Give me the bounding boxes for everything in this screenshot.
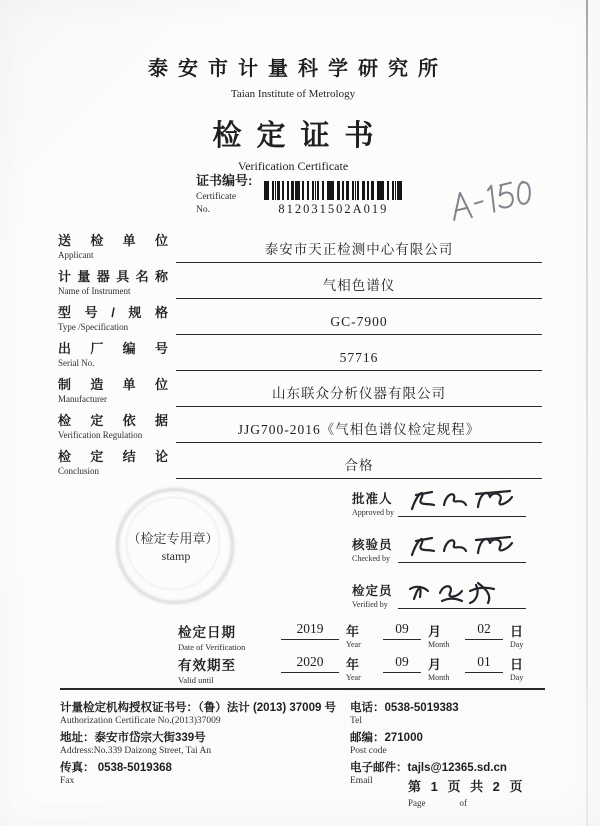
- date-block: [178, 621, 540, 687]
- barcode-image: [264, 181, 402, 200]
- field-label-cn: 检定结论: [58, 449, 168, 464]
- date-label-cn: 检定日期: [178, 625, 236, 640]
- footer-postcode: [350, 729, 550, 756]
- certificate-number-label: [196, 170, 252, 217]
- field-label-cn: 出厂编号: [58, 341, 168, 356]
- day-unit-en: Day: [510, 640, 524, 649]
- certificate-number-label-cn: 证书编号:: [196, 173, 253, 188]
- field-value: 气相色谱仪: [176, 265, 542, 299]
- barcode-column: [264, 181, 402, 217]
- document-title-en: Verification Certificate: [237, 159, 349, 173]
- field-value: JJG700-2016《气相色谱仪检定规程》: [176, 409, 542, 443]
- field-row-applicant: [58, 229, 542, 263]
- footer-fax-cn: 传真： 0538-5019368: [60, 762, 172, 774]
- institute-name-en: Taian Institute of Metrology: [230, 88, 356, 100]
- signature-label-cn: 检定员: [352, 584, 393, 598]
- field-value: 泰安市天正检测中心有限公司: [176, 229, 542, 263]
- field-label-cn: 送检单位: [58, 233, 168, 248]
- footer-left-column: [60, 699, 345, 789]
- year-unit-en: Year: [346, 640, 361, 649]
- signature-block: [352, 489, 532, 627]
- footer-tel-cn: 电话：0538-5019383: [350, 702, 459, 714]
- day-unit-en: Day: [510, 673, 524, 682]
- signature-label-en: Verified by: [352, 600, 388, 609]
- footer-postcode-en: Post code: [350, 746, 387, 756]
- signature-label-cn: 批准人: [352, 492, 393, 506]
- day-value: 02: [465, 621, 503, 640]
- month-value: 09: [383, 654, 421, 673]
- page-number: [408, 776, 526, 808]
- field-label-en: Manufacturer: [58, 394, 107, 404]
- footer-email-en: Email: [350, 776, 373, 786]
- signature-label-cn: 核验员: [352, 538, 393, 552]
- month-unit-cn: 月: [428, 657, 442, 672]
- field-label-cn: 制造单位: [58, 377, 168, 392]
- footer-tel: [350, 699, 550, 726]
- footer-authorization: [60, 699, 345, 726]
- field-value: GC-7900: [176, 301, 542, 335]
- year-value: 2019: [281, 621, 339, 640]
- field-label-en: Conclusion: [58, 466, 100, 476]
- field-label-en: Verification Regulation: [58, 430, 143, 440]
- footer-email-cn: 电子邮件：tajls@12365.sd.cn: [350, 762, 507, 774]
- footer-tel-en: Tel: [350, 716, 362, 726]
- verification-stamp: [116, 488, 236, 606]
- institute-name-cn: 泰安市计量科学研究所: [148, 58, 448, 80]
- footer-fax: [60, 759, 345, 786]
- field-table: [58, 229, 542, 481]
- field-row-type-spec: [58, 301, 542, 335]
- field-label-en: Name of Instrument: [58, 286, 131, 296]
- certificate-number-label-en1: Certificate: [196, 192, 237, 202]
- stamp-label-en: stamp: [161, 549, 191, 563]
- date-label-en: Valid until: [178, 675, 214, 685]
- field-label-en: Applicant: [58, 250, 94, 260]
- stamp-label-cn: （检定专用章）: [127, 531, 219, 546]
- field-label-cn: 型号/规格: [58, 305, 168, 320]
- footer-address-cn: 地址：泰安市岱宗大街339号: [60, 732, 206, 744]
- year-unit-en: Year: [346, 673, 361, 682]
- footer-postcode-cn: 邮编：271000: [350, 732, 423, 744]
- day-unit-cn: 日: [510, 657, 524, 672]
- signature-label-en: Approved by: [352, 508, 394, 517]
- field-value: 山东联众分析仪器有限公司: [176, 373, 542, 407]
- date-row-valid-until: [178, 654, 540, 687]
- page-number-en-page: Page: [408, 798, 426, 808]
- handwritten-note-strokes: [445, 174, 537, 229]
- field-row-conclusion: [58, 445, 542, 479]
- month-unit-cn: 月: [428, 624, 442, 639]
- field-row-manufacturer: [58, 373, 542, 407]
- date-label-en: Date of Verification: [178, 642, 246, 652]
- year-unit-cn: 年: [346, 657, 360, 672]
- header: [0, 52, 586, 174]
- field-value: 合格: [176, 445, 542, 479]
- signature-label-en: Checked by: [352, 554, 390, 563]
- year-value: 2020: [281, 654, 339, 673]
- field-label-cn: 计量器具名称: [58, 269, 168, 284]
- checker-signature-icon: [402, 527, 520, 563]
- field-row-serial-no: [58, 337, 542, 371]
- day-unit-cn: 日: [510, 624, 524, 639]
- date-row-verification: [178, 621, 540, 654]
- date-label-cn: 有效期至: [178, 658, 236, 673]
- footer-authorization-en: Authorization Certificate No.(2013)37009: [60, 716, 221, 726]
- day-value: 01: [465, 654, 503, 673]
- month-unit-en: Month: [428, 673, 450, 682]
- month-unit-en: Month: [428, 640, 450, 649]
- footer-separator: [60, 688, 545, 690]
- certificate-number-value: 812031502A019: [278, 202, 389, 216]
- field-label-en: Type /Specification: [58, 322, 129, 332]
- certificate-number-block: [196, 170, 402, 217]
- footer-fax-en: Fax: [60, 776, 75, 786]
- field-row-verification-regulation: [58, 409, 542, 443]
- certificate-number-label-en2: No.: [196, 205, 210, 215]
- field-row-instrument-name: [58, 265, 542, 299]
- document-title-cn: 检定证书: [212, 120, 389, 152]
- field-label-en: Serial No.: [58, 358, 95, 368]
- footer-address-en: Address:No.339 Daizong Street, Tai An: [60, 746, 212, 756]
- page-number-cn: 第 1 页 共 2 页: [408, 779, 526, 794]
- approver-signature-icon: [402, 481, 520, 517]
- scan-paper-edge: [586, 0, 588, 826]
- footer-authorization-cn: 计量检定机构授权证书号：（鲁）法计 (2013) 37009 号: [60, 702, 337, 714]
- verifier-signature-icon: [402, 573, 520, 609]
- handwritten-note: [445, 174, 537, 234]
- page-number-en-of: of: [459, 798, 467, 808]
- field-value: 57716: [176, 337, 542, 371]
- month-value: 09: [383, 621, 421, 640]
- year-unit-cn: 年: [346, 624, 360, 639]
- field-label-cn: 检定依据: [58, 413, 168, 428]
- footer-address: [60, 729, 345, 756]
